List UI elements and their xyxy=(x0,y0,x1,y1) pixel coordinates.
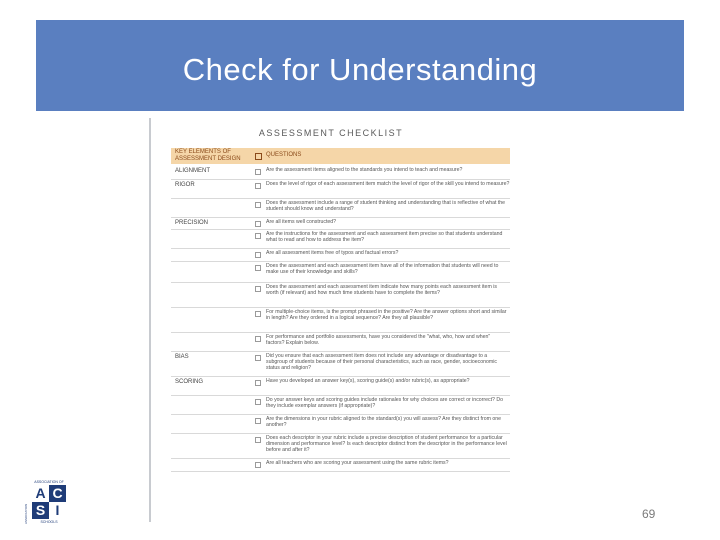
row-checkbox[interactable] xyxy=(255,202,261,208)
row-question: For performance and portfolio assessments, have you considered the "what, who, how and when" factors? Explain below. xyxy=(266,334,491,347)
row-category: BIAS xyxy=(175,354,189,360)
row-checkbox[interactable] xyxy=(255,418,261,424)
slide-title: Check for Understanding xyxy=(182,52,538,87)
row-category: RIGOR xyxy=(175,182,195,188)
logo-letter: A xyxy=(32,485,49,502)
checklist-row xyxy=(171,262,510,283)
row-question: Are all assessment items free of typos and factual errors? xyxy=(266,250,399,256)
row-question: Does the level of rigor of each assessment item match the level of rigor of the skill you intend to measure? xyxy=(266,181,510,187)
row-question: Does the assessment and each assessment item have all of the information that students will need to make use of their knowledge and skills? xyxy=(266,263,499,276)
checklist-title: ASSESSMENT CHECKLIST xyxy=(258,128,404,138)
row-question: Does the assessment and each assessment item indicate how many points each assessment item is worth (if relevant) and how much time students have to complete the items? xyxy=(266,284,497,297)
row-checkbox[interactable] xyxy=(255,437,261,443)
row-checkbox[interactable] xyxy=(255,169,261,175)
row-question: Are all items well constructed? xyxy=(266,219,337,225)
row-checkbox[interactable] xyxy=(255,221,261,227)
row-checkbox[interactable] xyxy=(255,183,261,189)
row-question: Are the assessment items aligned to the standards you intend to teach and measure? xyxy=(266,167,463,173)
logo-letter: C xyxy=(49,485,66,502)
header-questions: QUESTIONS xyxy=(266,152,302,158)
checklist-row xyxy=(171,333,510,352)
checklist-row xyxy=(171,396,510,415)
checklist-row xyxy=(171,230,510,249)
checklist-row xyxy=(171,377,510,396)
checklist-row xyxy=(171,434,510,459)
row-question: For multiple-choice items, is the prompt phrased in the positive? Are the answer options short and similar in length? Are they ordered in a logical sequence? Are they all plausible? xyxy=(266,309,507,322)
logo-top-text: ASSOCIATION OF xyxy=(34,480,64,484)
row-question: Do your answer keys and scoring guides include rationales for why choices are correct or incorrect? Do they include exemplar answers (if appropriate)? xyxy=(266,397,504,410)
row-checkbox[interactable] xyxy=(255,336,261,342)
checklist-row xyxy=(171,180,510,199)
checklist-row xyxy=(171,166,510,180)
row-category: ALIGNMENT xyxy=(175,168,211,174)
checklist-row xyxy=(171,459,510,472)
row-question: Are the dimensions in your rubric aligned to the standard(s) you will assess? Are they distinct from one another? xyxy=(266,416,501,429)
row-category: SCORING xyxy=(175,379,204,385)
checklist-row xyxy=(171,308,510,333)
checklist-row xyxy=(171,218,510,230)
logo-letter: S xyxy=(32,502,49,519)
checklist-sheet xyxy=(149,118,522,522)
row-checkbox[interactable] xyxy=(255,286,261,292)
row-checkbox[interactable] xyxy=(255,311,261,317)
row-checkbox[interactable] xyxy=(255,380,261,386)
row-question: Does the assessment include a range of student thinking and understanding that is reflective of what the student should know and understand? xyxy=(266,200,506,213)
logo-bottom-text: SCHOOLS xyxy=(40,520,58,524)
row-checkbox[interactable] xyxy=(255,233,261,239)
checklist-header-row xyxy=(171,148,510,164)
logo-side-text: ASSOCIATION xyxy=(24,503,28,524)
row-question: Did you ensure that each assessment item does not include any advantage or disadvantage to a subgroup of students because of their personal characteristics, such as race, gender, socioeconomic status and religion? xyxy=(266,353,497,372)
row-checkbox[interactable] xyxy=(255,252,261,258)
row-question: Does each descriptor in your rubric include a precise description of student performance for a particular dimension and performance level? Is each descriptor distinct from the descriptor in the performance level before and after it? xyxy=(266,435,507,454)
row-checkbox[interactable] xyxy=(255,355,261,361)
row-question: Have you developed an answer key(s), scoring guide(s) and/or rubric(s), as appropriate? xyxy=(266,378,470,384)
checklist-row xyxy=(171,415,510,434)
checklist-row xyxy=(171,283,510,308)
header-elements: KEY ELEMENTS OF ASSESSMENT DESIGN xyxy=(175,149,241,162)
page-number: 69 xyxy=(642,507,656,521)
acsi-logo xyxy=(24,480,74,526)
checklist-row xyxy=(171,352,510,377)
logo-letter-grid xyxy=(32,485,66,519)
checklist-row xyxy=(171,199,510,218)
checklist-row xyxy=(171,249,510,262)
header-checkbox xyxy=(255,153,262,160)
row-category: PRECISION xyxy=(175,220,209,226)
row-question: Are all teachers who are scoring your assessment using the same rubric items? xyxy=(266,460,449,466)
logo-letter: I xyxy=(49,502,66,519)
row-checkbox[interactable] xyxy=(255,265,261,271)
row-checkbox[interactable] xyxy=(255,462,261,468)
title-bar xyxy=(36,20,684,111)
row-question: Are the instructions for the assessment and each assessment item precise so that students understand what to read and how to address the item? xyxy=(266,231,503,244)
row-checkbox[interactable] xyxy=(255,399,261,405)
